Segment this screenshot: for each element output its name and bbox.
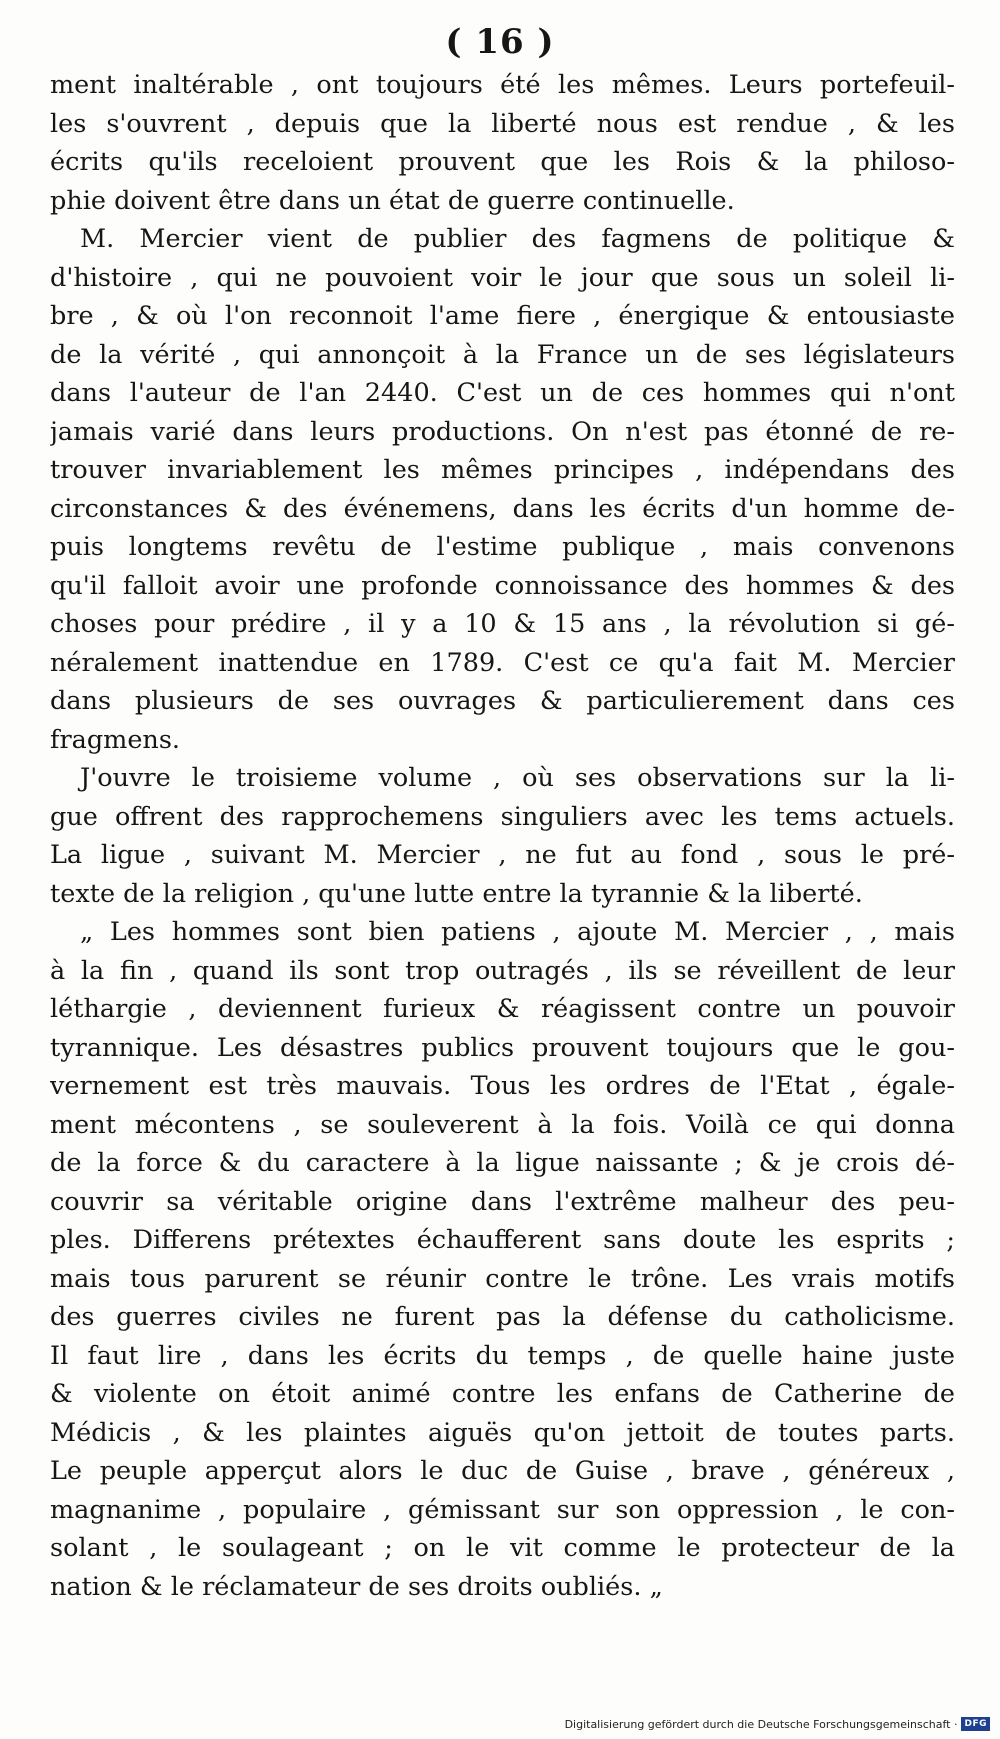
text-line: bre , & où l'on reconnoit l'ame fiere , énergique & entousiaste xyxy=(50,301,955,331)
text-line: des guerres civiles ne furent pas la défense du catholicisme. xyxy=(50,1302,955,1332)
page-number: ( 16 ) xyxy=(445,22,555,62)
text-line: ment inaltérable , ont toujours été les mêmes. Leurs portefeuil- xyxy=(50,70,955,100)
text-line: Le peuple apperçut alors le duc de Guise , brave , généreux , xyxy=(50,1456,955,1486)
text-line: puis longtems revêtu de l'estime publique , mais convenons xyxy=(50,532,955,562)
text-line: couvrir sa véritable origine dans l'extrême malheur des peu- xyxy=(50,1186,955,1217)
text-line: léthargie , deviennent furieux & réagissent contre un pouvoir xyxy=(50,994,955,1024)
text-line: de la vérité , qui annonçoit à la France un de ses législateurs xyxy=(50,339,955,370)
text-line: M. Mercier vient de publier des fagmens de politique & xyxy=(80,224,955,254)
text-line: d'histoire , qui ne pouvoient voir le jour que sous un soleil li- xyxy=(50,262,955,293)
dfg-logo: DFG xyxy=(961,1717,990,1731)
text-line: phie doivent être dans un état de guerre continuelle. xyxy=(50,185,735,216)
text-line: nation & le réclamateur de ses droits oubliés. „ xyxy=(50,1571,663,1602)
text-line: mais tous parurent se réunir contre le trône. Les vrais motifs xyxy=(50,1263,955,1294)
text-line: les s'ouvrent , depuis que la liberté nous est rendue , & les xyxy=(50,108,955,139)
text-line: écrits qu'ils receloient prouvent que les Rois & la philoso- xyxy=(50,147,955,177)
text-line: à la fin , quand ils sont trop outragés , ils se réveillent de leur xyxy=(50,955,955,986)
text-line: dans plusieurs de ses ouvrages & particulierement dans ces xyxy=(50,686,955,716)
digitization-credit xyxy=(565,1717,990,1731)
text-line: Il faut lire , dans les écrits du temps , de quelle haine juste xyxy=(50,1340,955,1371)
text-line: „ Les hommes sont bien patiens , ajoute M. Mercier , , mais xyxy=(80,917,955,947)
text-line: qu'il falloit avoir une profonde connoissance des hommes & des xyxy=(50,570,955,601)
text-line: dans l'auteur de l'an 2440. C'est un de ces hommes qui n'ont xyxy=(50,378,955,408)
text-line: choses pour prédire , il y a 10 & 15 ans , la révolution si gé- xyxy=(50,609,955,639)
text-line: gue offrent des rapprochemens singuliers avec les tems actuels. xyxy=(50,801,955,832)
text-line: ment mécontens , se souleverent à la fois. Voilà ce qui donna xyxy=(50,1109,955,1140)
text-line: ples. Differens prétextes échaufferent sans doute les esprits ; xyxy=(50,1225,955,1255)
text-line: néralement inattendue en 1789. C'est ce qu'a fait M. Mercier xyxy=(50,647,955,678)
text-line: vernement est très mauvais. Tous les ordres de l'Etat , égale- xyxy=(50,1071,955,1101)
text-line: magnanime , populaire , gémissant sur son oppression , le con- xyxy=(50,1494,955,1525)
text-line: & violente on étoit animé contre les enfans de Catherine de xyxy=(50,1379,955,1409)
text-line: texte de la religion , qu'une lutte entre la tyrannie & la liberté. xyxy=(50,878,863,909)
body-text xyxy=(50,66,955,1606)
text-line: trouver invariablement les mêmes principes , indépendans des xyxy=(50,455,955,485)
text-line: fragmens. xyxy=(50,724,181,755)
text-line: La ligue , suivant M. Mercier , ne fut au fond , sous le pré- xyxy=(50,840,955,870)
text-line: de la force & du caractere à la ligue naissante ; & je crois dé- xyxy=(50,1148,955,1178)
text-line: jamais varié dans leurs productions. On n'est pas étonné de re- xyxy=(50,416,955,447)
text-line: circonstances & des événemens, dans les écrits d'un homme de- xyxy=(50,493,955,524)
credit-text: Digitalisierung gefördert durch die Deutsche Forschungsgemeinschaft · xyxy=(564,1717,958,1731)
text-line: solant , le soulageant ; on le vit comme le protecteur de la xyxy=(50,1533,955,1563)
text-line: tyrannique. Les désastres publics prouvent toujours que le gou- xyxy=(50,1032,955,1063)
text-line: Médicis , & les plaintes aiguës qu'on jettoit de toutes parts. xyxy=(50,1417,955,1448)
text-line: J'ouvre le troisieme volume , où ses observations sur la li- xyxy=(80,763,955,793)
